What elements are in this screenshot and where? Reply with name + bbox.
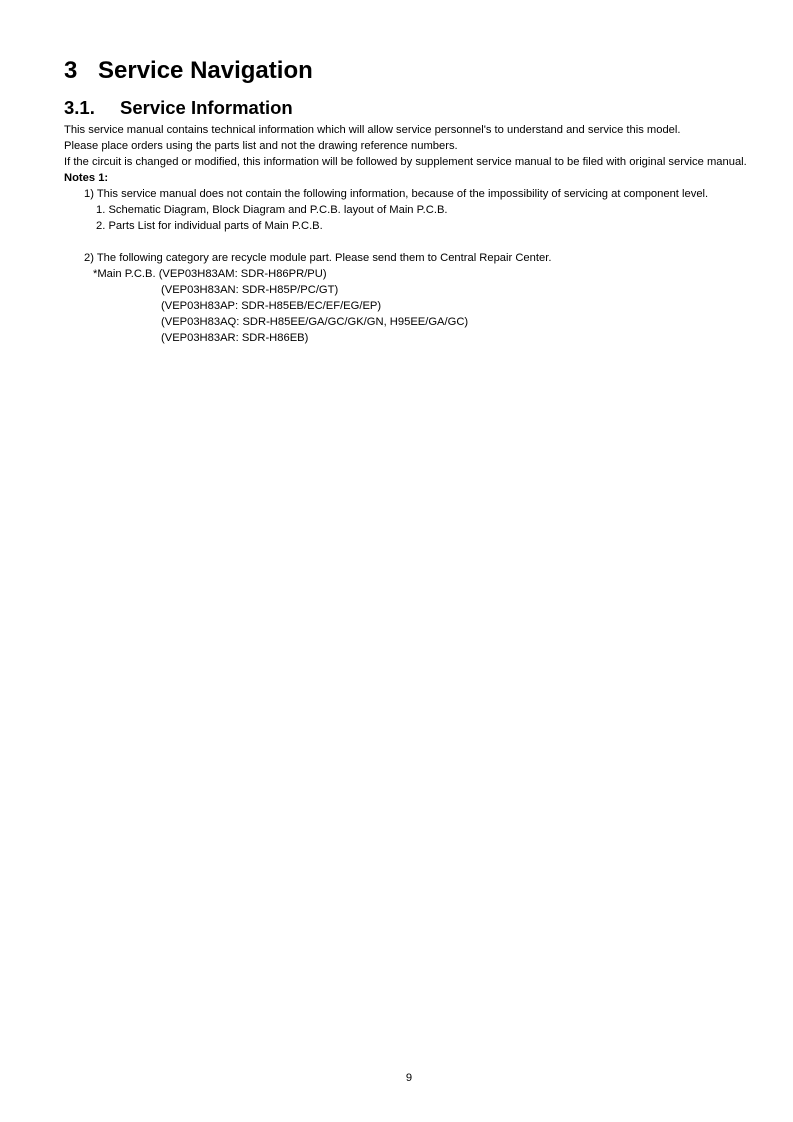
note-2-line-4: (VEP03H83AR: SDR-H86EB) — [161, 332, 309, 344]
note-1-text: 1) This service manual does not contain the following information, because of the impossibility of servicing at component level. — [84, 188, 709, 200]
subsection-title: Service Information — [120, 97, 293, 118]
body-text — [64, 122, 760, 346]
note-2-line-1: (VEP03H83AN: SDR-H85P/PC/GT) — [161, 284, 339, 296]
page-number: 9 — [405, 1072, 413, 1084]
subsection-number: 3.1. — [64, 97, 95, 118]
note-2-first-line: *Main P.C.B. (VEP03H83AM: SDR-H86PR/PU) — [93, 268, 327, 280]
note-1-item-1: 1. Schematic Diagram, Block Diagram and P.C.B. layout of Main P.C.B. — [96, 204, 448, 216]
paragraph-supplement: If the circuit is changed or modified, this information will be followed by supplement service manual to be filed with original service manual. — [64, 156, 747, 168]
note-1-item-2: 2. Parts List for individual parts of Main P.C.B. — [96, 220, 323, 232]
paragraph-intro: This service manual contains technical information which will allow service personnel's to understand and service this model. — [64, 124, 681, 136]
section-title: Service Navigation — [98, 57, 313, 84]
paragraph-orders: Please place orders using the parts list and not the drawing reference numbers. — [64, 140, 458, 152]
note-2-line-3: (VEP03H83AQ: SDR-H85EE/GA/GC/GK/GN, H95EE/GA/GC) — [161, 316, 469, 328]
section-heading — [64, 57, 313, 85]
blank-line — [64, 234, 760, 250]
note-2-line-2: (VEP03H83AP: SDR-H85EB/EC/EF/EG/EP) — [161, 300, 382, 312]
note-2-text: 2) The following category are recycle module part. Please send them to Central Repair Center. — [84, 252, 552, 264]
section-number: 3 — [64, 57, 78, 84]
subsection-heading — [64, 97, 293, 119]
notes-title: Notes 1: — [64, 172, 109, 184]
